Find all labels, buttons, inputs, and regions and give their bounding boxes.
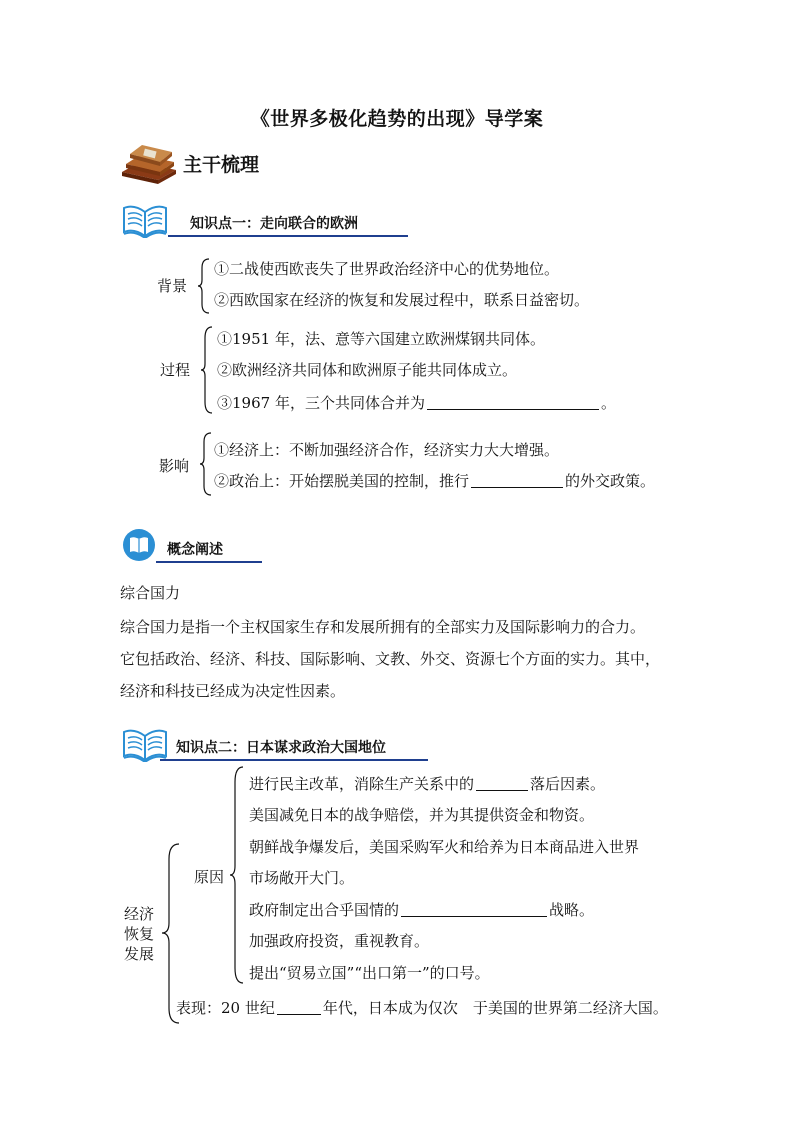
cause-item-1 <box>249 774 605 794</box>
cause-item-4-end: 战略。 <box>549 901 595 919</box>
root-label-1: 经济 <box>124 905 155 923</box>
book-stack-icon <box>118 142 180 186</box>
open-book-icon <box>122 728 168 762</box>
influence-item-2-end: 的外交政策。 <box>565 472 656 490</box>
concept-term: 综合国力 <box>120 584 181 602</box>
cause-item-1-text: 进行民主改革，消除生产关系中的 <box>249 775 475 793</box>
process-item-3 <box>217 393 616 413</box>
process-item-3-end: 。 <box>600 394 616 412</box>
answer-blank[interactable] <box>471 472 563 488</box>
answer-blank[interactable] <box>427 394 599 410</box>
section2-heading: 知识点二：日本谋求政治大国地位 <box>176 740 386 756</box>
background-item-1: ①二战使西欧丧失了世界政治经济中心的优势地位。 <box>214 260 560 278</box>
performance-end: 年代，日本成为仅次 于美国的世界第二经济大国。 <box>322 999 668 1017</box>
book-circle-icon <box>122 528 156 562</box>
concept-underline <box>156 561 262 563</box>
concept-line-2: 它包括政治、经济、科技、国际影响、文教、外交、资源七个方面的实力。其中， <box>120 650 661 668</box>
root-label-3: 发展 <box>124 945 155 963</box>
influence-brace <box>199 432 213 496</box>
background-item-2: ②西欧国家在经济的恢复和发展过程中，联系日益密切。 <box>214 291 590 309</box>
influence-label: 影响 <box>159 457 190 475</box>
answer-blank[interactable] <box>401 901 547 917</box>
open-book-icon <box>122 204 168 238</box>
main-heading: 主干梳理 <box>183 154 260 176</box>
influence-item-2-text: ②政治上：开始摆脱美国的控制，推行 <box>214 472 470 490</box>
cause-label: 原因 <box>194 868 225 886</box>
influence-item-2 <box>214 471 655 491</box>
root-label-2: 恢复 <box>124 925 155 943</box>
section1-underline <box>168 235 408 237</box>
process-brace <box>200 326 214 414</box>
cause-item-2: 美国减免日本的战争赔偿，并为其提供资金和物资。 <box>249 806 595 824</box>
performance-line <box>176 998 668 1018</box>
concept-line-3: 经济和科技已经成为决定性因素。 <box>120 682 346 700</box>
section2-underline <box>160 759 428 761</box>
process-item-3-text: ③1967 年，三个共同体合并为 <box>217 394 425 412</box>
cause-item-4 <box>249 900 594 920</box>
cause-item-5: 加强政府投资，重视教育。 <box>249 932 430 950</box>
cause-item-3a: 朝鲜战争爆发后，美国采购军火和给养为日本商品进入世界 <box>249 838 640 856</box>
cause-item-6: 提出“贸易立国”“出口第一”的口号。 <box>249 964 490 982</box>
answer-blank[interactable] <box>476 775 528 791</box>
cause-item-3b: 市场敞开大门。 <box>249 869 355 887</box>
process-label: 过程 <box>160 361 191 379</box>
process-item-1: ①1951 年，法、意等六国建立欧洲煤钢共同体。 <box>217 330 545 348</box>
concept-heading: 概念阐述 <box>167 542 223 558</box>
process-item-2: ②欧洲经济共同体和欧洲原子能共同体成立。 <box>217 361 518 379</box>
cause-item-1-end: 落后因素。 <box>530 775 606 793</box>
answer-blank[interactable] <box>277 999 321 1015</box>
background-brace <box>197 258 211 314</box>
concept-line-1: 综合国力是指一个主权国家生存和发展所拥有的全部实力及国际影响力的合力。 <box>120 618 646 636</box>
performance-text: 表现：20 世纪 <box>176 999 275 1017</box>
background-label: 背景 <box>157 277 188 295</box>
influence-item-1: ①经济上：不断加强经济合作，经济实力大大增强。 <box>214 441 560 459</box>
document-title: 《世界多极化趋势的出现》导学案 <box>250 108 544 130</box>
cause-brace <box>229 766 245 984</box>
cause-item-4-text: 政府制定出合乎国情的 <box>249 901 400 919</box>
section1-heading: 知识点一：走向联合的欧洲 <box>190 216 358 232</box>
